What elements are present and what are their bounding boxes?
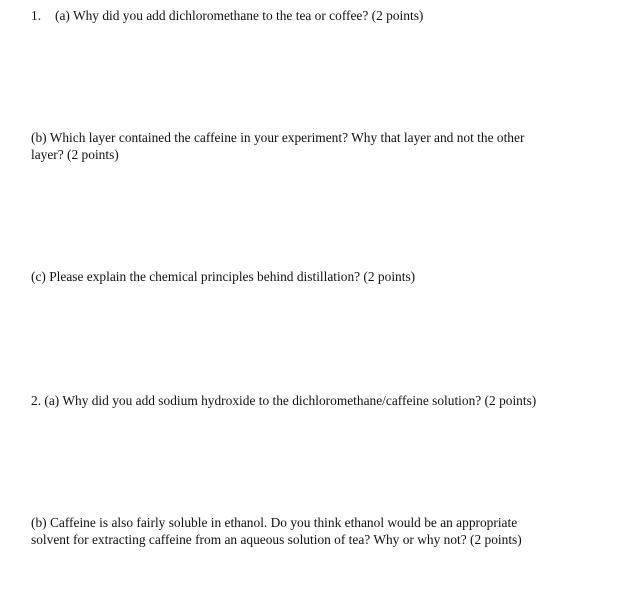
question-1a xyxy=(31,7,601,24)
question-2a xyxy=(31,392,601,409)
question-2b xyxy=(31,514,601,548)
question-text: (a) Why did you add dichloromethane to the tea or coffee? (2 points) xyxy=(55,8,424,23)
question-number: 1. xyxy=(31,8,42,23)
question-text-line: 2. (a) Why did you add sodium hydroxide to the dichloromethane/caffeine solution? (2 points) xyxy=(31,393,537,408)
question-1b xyxy=(31,129,601,163)
question-1c xyxy=(31,268,601,285)
question-text-line: (b) Which layer contained the caffeine in your experiment? Why that layer and not the other xyxy=(31,130,525,145)
question-text-line: layer? (2 points) xyxy=(31,147,119,162)
question-text-line: solvent for extracting caffeine from an aqueous solution of tea? Why or why not? (2 points) xyxy=(31,532,522,547)
question-text-line: (b) Caffeine is also fairly soluble in ethanol. Do you think ethanol would be an appropriate xyxy=(31,515,518,530)
question-text-line: (c) Please explain the chemical principles behind distillation? (2 points) xyxy=(31,269,416,284)
